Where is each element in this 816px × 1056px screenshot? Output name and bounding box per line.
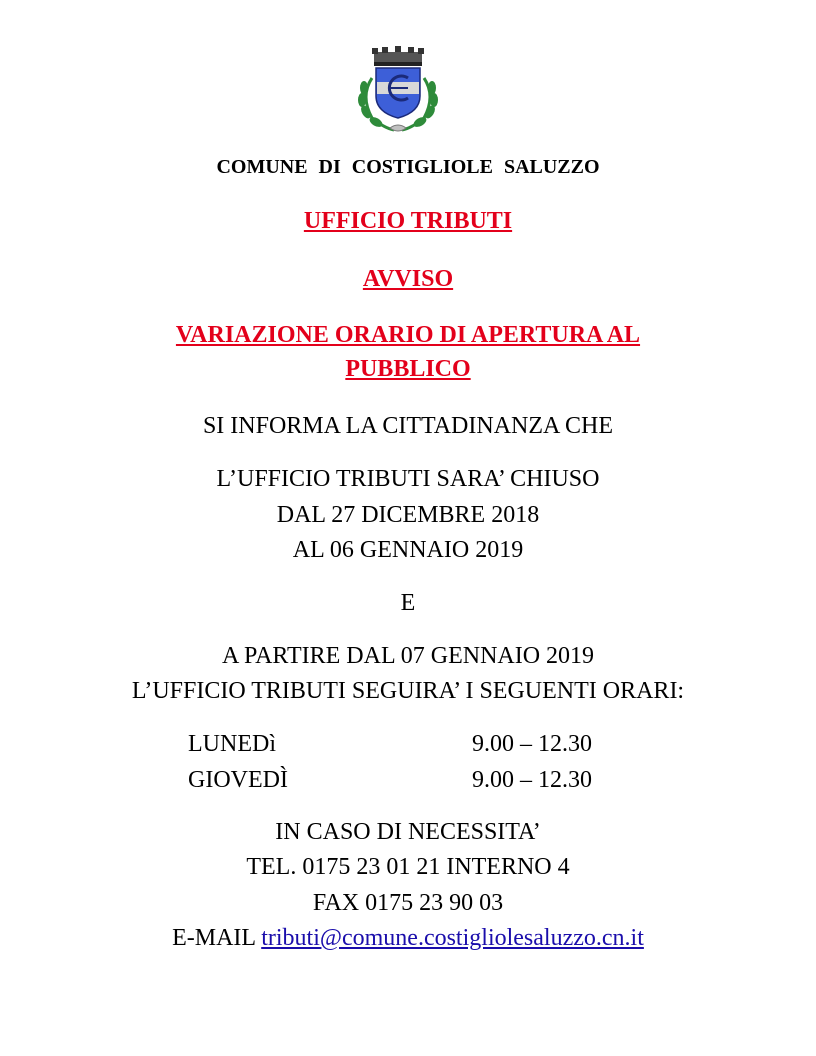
- hours-day-thursday: GIOVEDÌ: [188, 767, 288, 793]
- notice-title: AVVISO: [362, 266, 454, 292]
- municipal-coat-of-arms-icon: [350, 44, 446, 136]
- schedule-line-2: L’UFFICIO TRIBUTI SEGUIRA’ I SEGUENTI ORARI:: [131, 678, 685, 704]
- contacts-heading: IN CASO DI NECESSITA’: [275, 819, 541, 845]
- intro-text: SI INFORMA LA CITTADINANZA CHE: [202, 413, 614, 439]
- closure-line-2: DAL 27 DICEMBRE 2018: [276, 502, 540, 528]
- contact-email-line: [0, 923, 816, 953]
- conjunction-text: E: [400, 590, 416, 616]
- comune-title: COMUNE DI COSTIGLIOLE SALUZZO: [216, 156, 600, 178]
- hours-day-monday: LUNEDì: [188, 731, 276, 757]
- closure-line-1: L’UFFICIO TRIBUTI SARA’ CHIUSO: [216, 466, 600, 492]
- subject-line-2: PUBBLICO: [345, 356, 471, 382]
- email-label: E-MAIL: [172, 925, 262, 951]
- hours-time-monday: 9.00 – 12.30: [472, 731, 592, 757]
- contact-fax: FAX 0175 23 90 03: [312, 890, 504, 916]
- contact-tel: TEL. 0175 23 01 21 INTERNO 4: [246, 854, 570, 880]
- hours-time-thursday: 9.00 – 12.30: [472, 767, 592, 793]
- email-link[interactable]: tributi@comune.costigliolesaluzzo.cn.it: [261, 925, 644, 951]
- office-title: UFFICIO TRIBUTI: [303, 208, 513, 234]
- subject-line-1: VARIAZIONE ORARIO DI APERTURA AL: [175, 322, 641, 348]
- schedule-line-1: A PARTIRE DAL 07 GENNAIO 2019: [221, 643, 595, 669]
- closure-line-3: AL 06 GENNAIO 2019: [292, 537, 524, 563]
